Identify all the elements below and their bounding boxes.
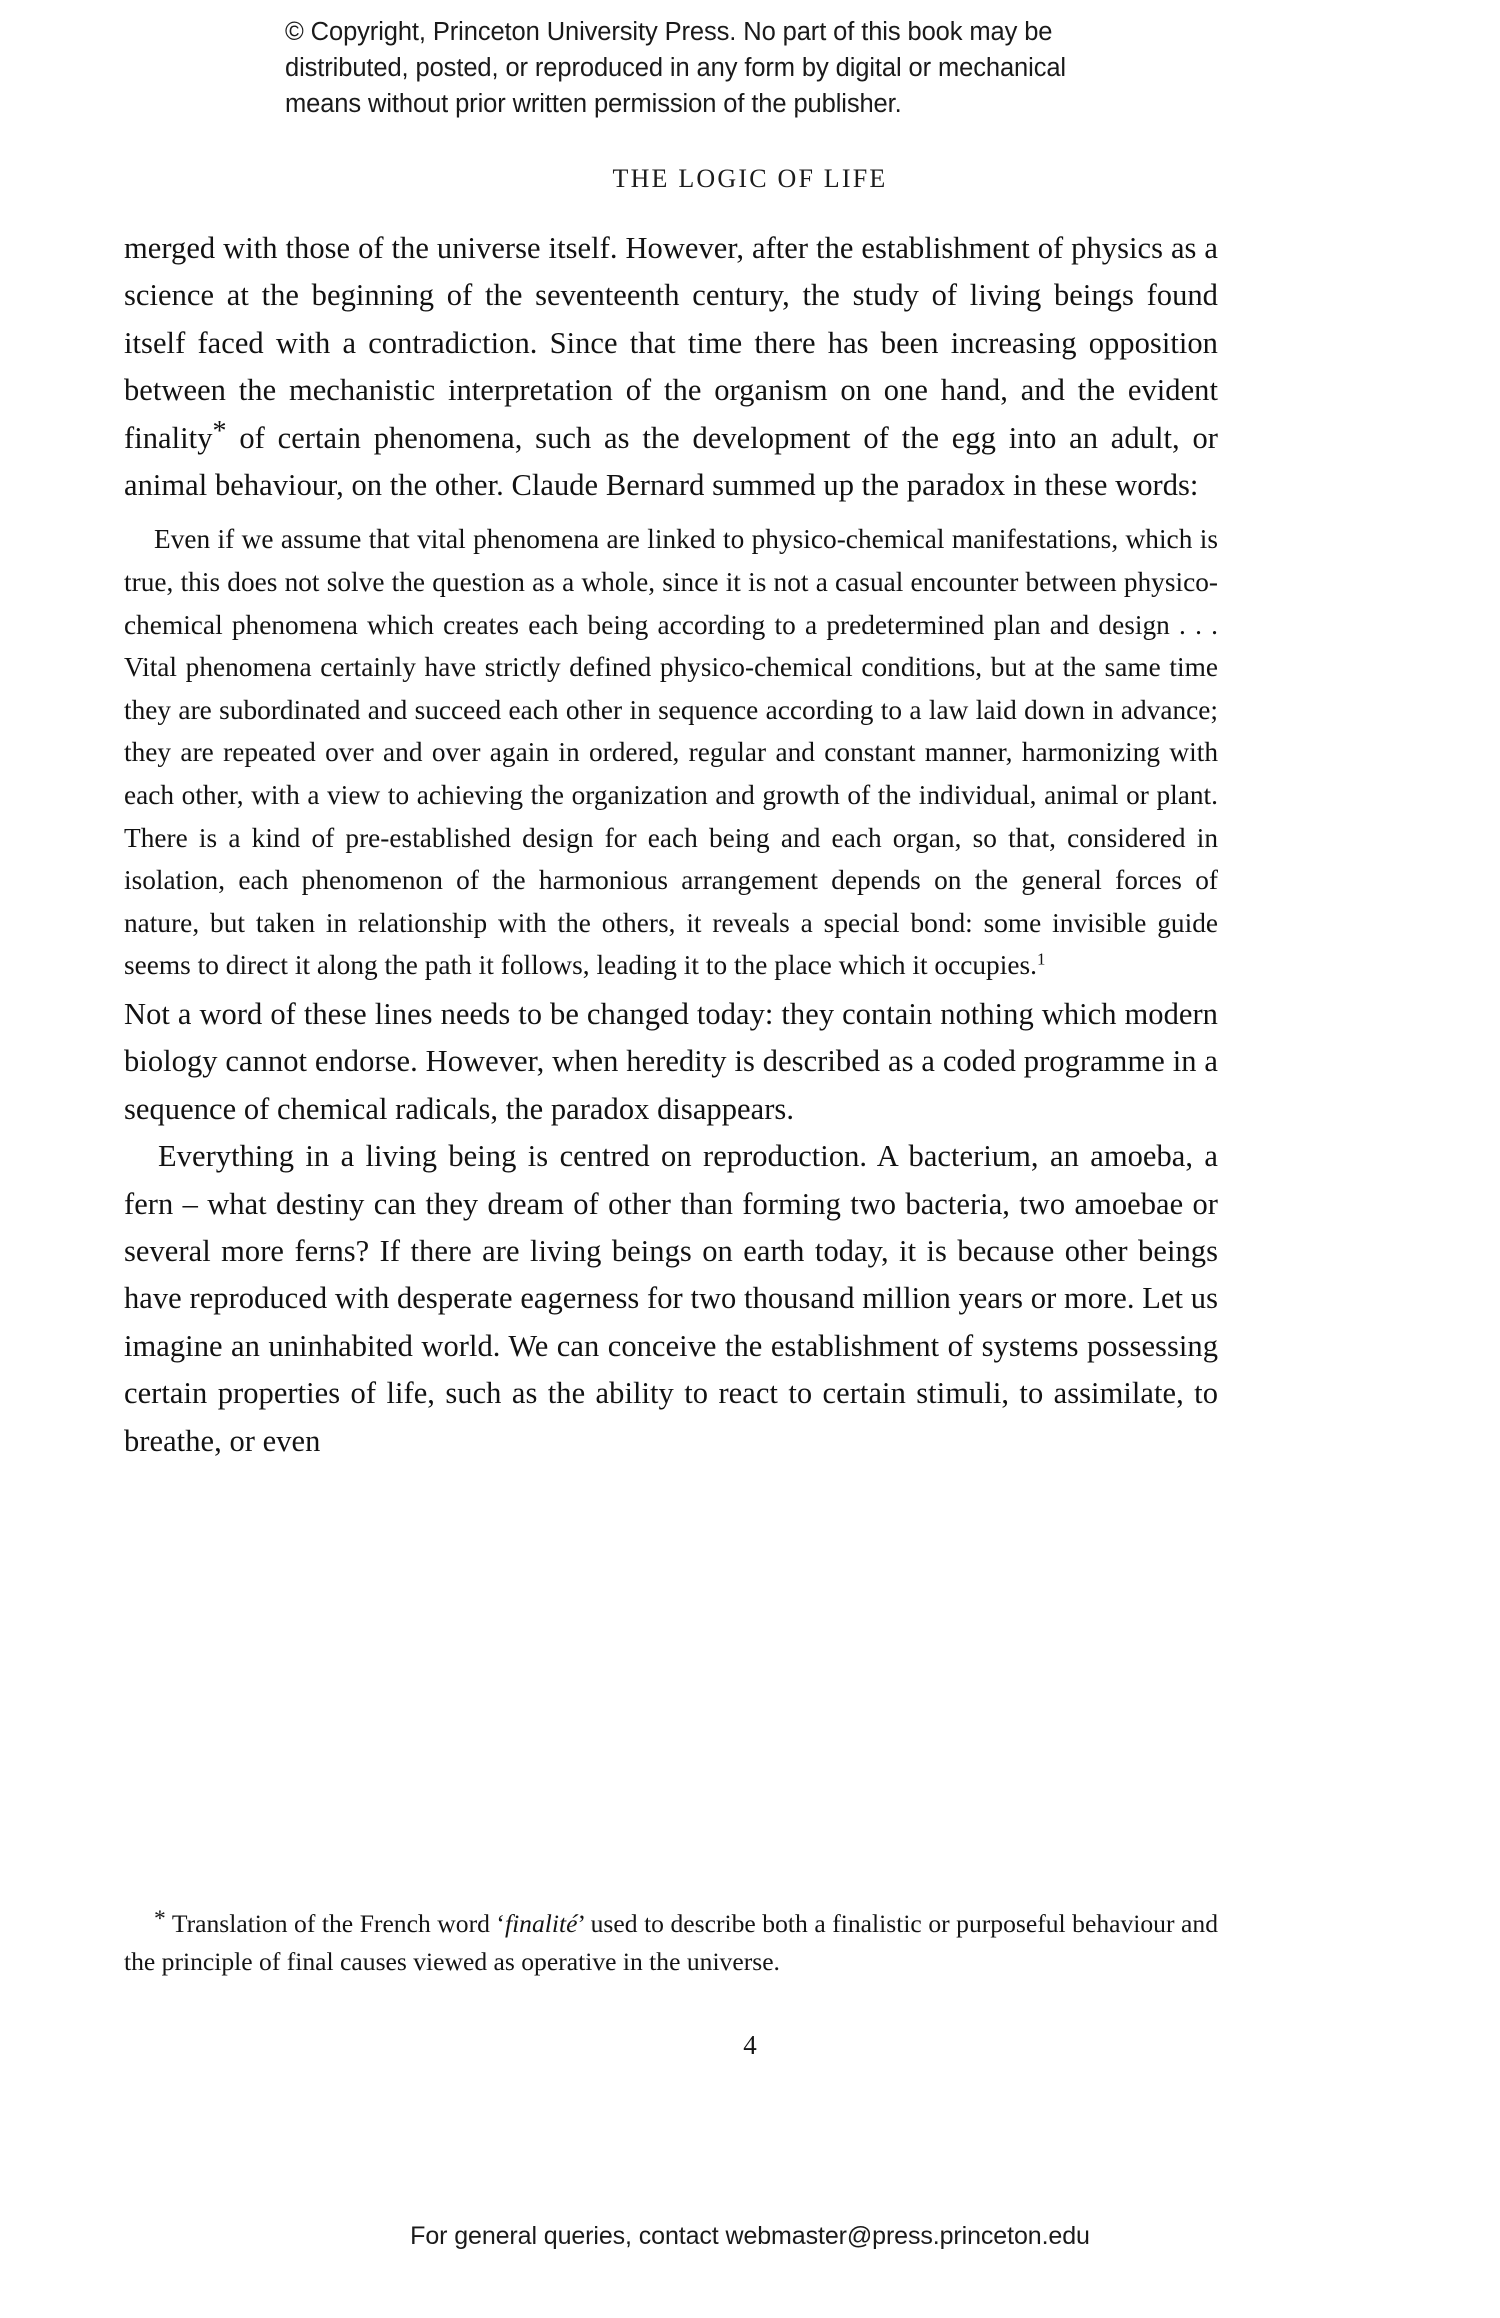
copyright-line-3: means without prior written permission of the publisher. [285, 90, 902, 118]
footnote-marker: * [154, 1905, 166, 1932]
paragraph-2: Not a word of these lines needs to be changed today: they contain nothing which modern biology cannot endorse. However, when heredity is described as a coded programme in a sequence of chemical radicals, the paradox disappears. [124, 996, 1218, 1126]
text-column [124, 225, 1218, 1465]
footnote-reference-number: 1 [1036, 950, 1046, 970]
copyright-notice [285, 14, 1245, 122]
page-number: 4 [743, 2030, 757, 2060]
copyright-line-1: © Copyright, Princeton University Press. No part of this book may be [285, 18, 1053, 46]
block-quote-text: Even if we assume that vital phenomena are linked to physico-chemical manifestations, which is true, this does not solve the question as a whole, since it is not a casual encounter between physico-chemical phenomena which creates each being according to a predetermined plan and design . . . Vital phenomena certainly have strictly defined physico-chemical conditions, but at the same time they are subordinated and succeed each other in sequence according to a law laid down in advance; they are repeated over and over again in ordered, regular and constant manner, harmonizing with each other, with a view to achieving the organization and growth of the individual, animal or plant. There is a kind of pre-established design for each being and each organ, so that, considered in isolation, each phenomenon of the harmonious arrangement depends on the general forces of nature, but taken in relationship with the others, it reveals a special bond: some invisible guide seems to direct it along the path it follows, leading it to the place which it occupies. [124, 524, 1218, 981]
footnote-text-before: Translation of the French word ‘ [165, 1909, 505, 1938]
paragraph-1-continued: of certain phenomena, such as the development of the egg into an adult, or animal behaviour, on the other. Claude Bernard summed up the paradox in these words: [124, 420, 1218, 503]
footnote-text [124, 1905, 1218, 1980]
paragraph-continuation [124, 225, 1218, 509]
footnote-block [124, 1905, 1218, 1980]
paragraph-3: Everything in a living being is centred on reproduction. A bacterium, an amoeba, a fern – what destiny can they dream of other than forming two bacteria, two amoebae or several more ferns? If there are living beings on earth today, it is because other beings have reproduced with desperate eagerness for two thousand million years or more. Let us imagine an uninhabited world. We can conceive the establishment of systems possessing certain properties of life, such as the ability to react to certain stimuli, to assimilate, to breathe, or even [124, 1139, 1218, 1458]
footer-query-note: For general queries, contact webmaster@press.princeton.edu [410, 2222, 1090, 2250]
block-quote [124, 518, 1218, 987]
footnote-text-after: ’ used to describe both a finalistic or purposeful behaviour and the principle of final causes viewed as operative in the universe. [124, 1909, 1218, 1976]
running-head: THE LOGIC OF LIFE [612, 164, 888, 193]
footnote-italic-word: finalité [504, 1909, 578, 1938]
footnote-reference-asterisk: * [212, 415, 227, 447]
paragraph-1-text: merged with those of the universe itself. However, after the establishment of physics as a science at the beginning of the seventeenth century, the study of living beings found itself faced with a contradiction. Since that time there has been increasing opposition between the mechanistic interpretation of the organism on one hand, and the evident finality [124, 231, 1218, 455]
copyright-line-2: distributed, posted, or reproduced in any form by digital or mechanical [285, 54, 1066, 82]
